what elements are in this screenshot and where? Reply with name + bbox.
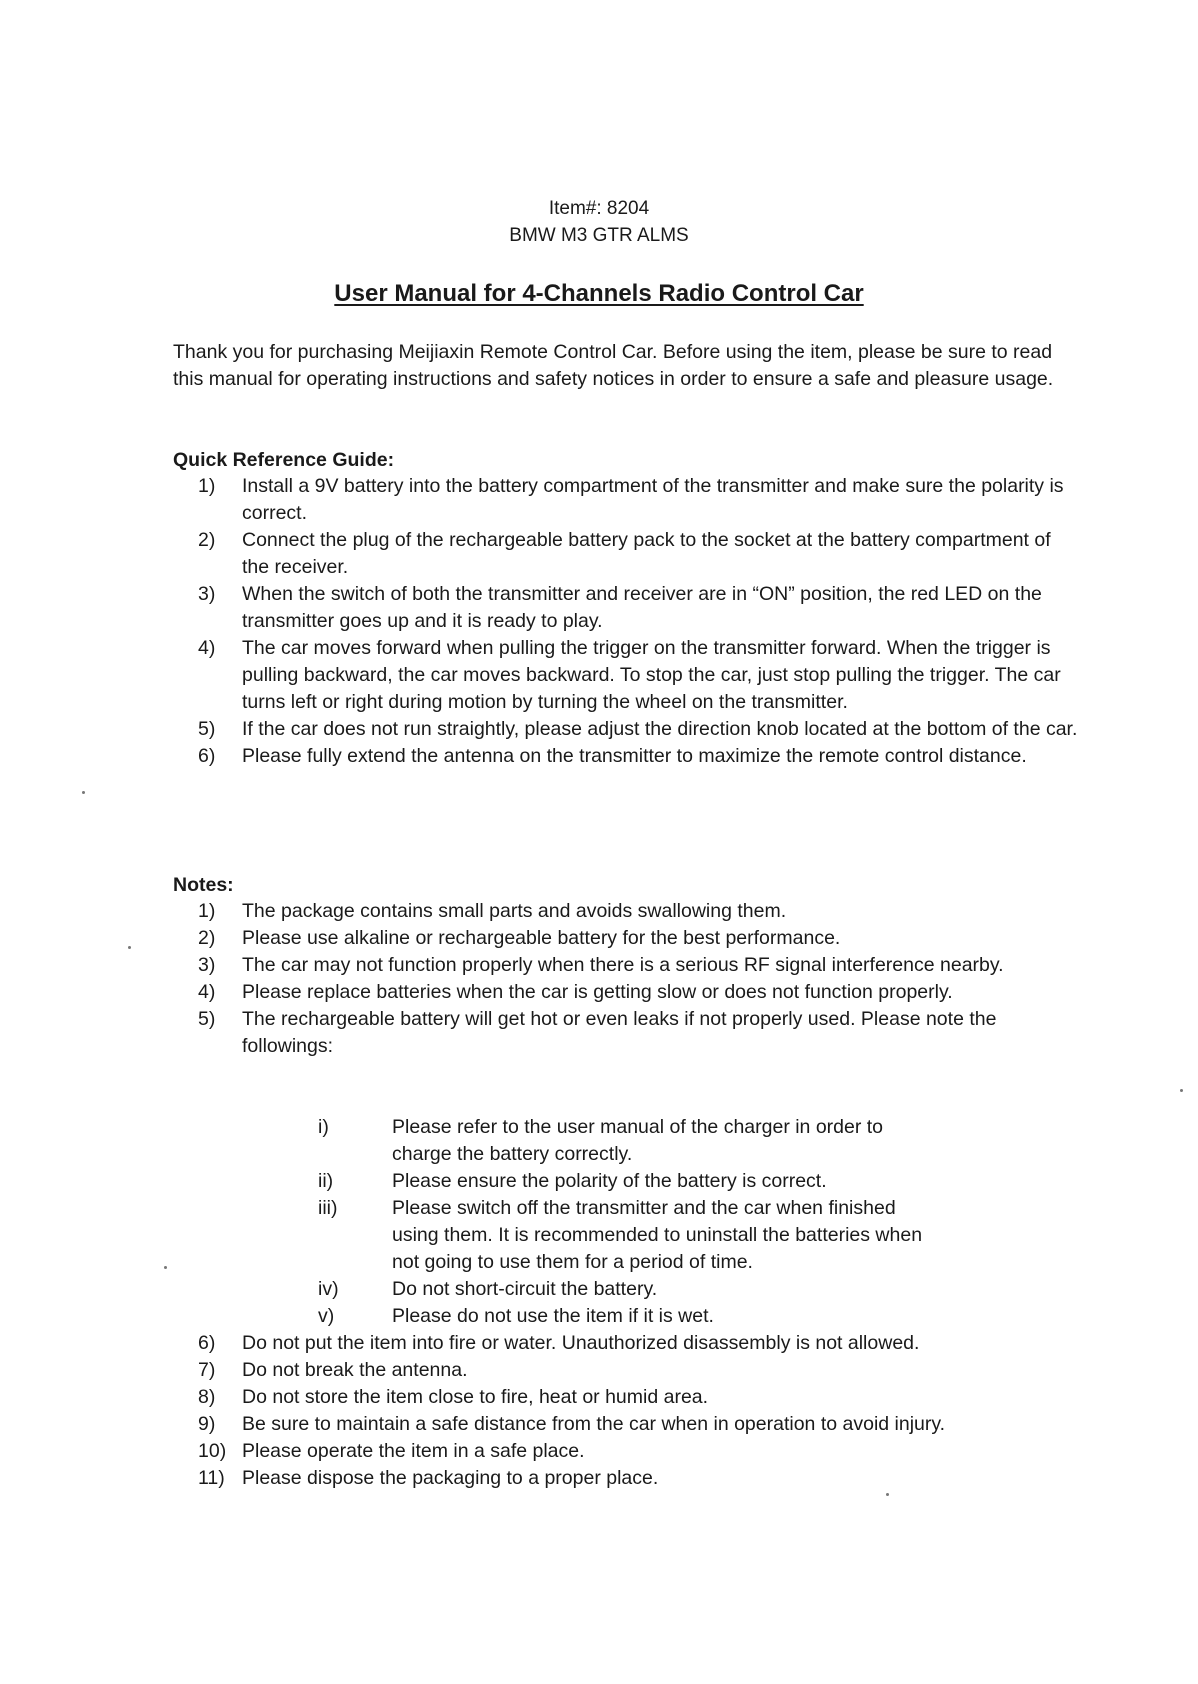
list-item-text: The rechargeable battery will get hot or even leaks if not properly used. Please note the followings:	[242, 1008, 997, 1057]
list-item-number: 3)	[198, 583, 216, 605]
sub-list-item-text: Do not short-circuit the battery.	[392, 1278, 658, 1300]
list-item-text: Please fully extend the antenna on the transmitter to maximize the remote control distance.	[242, 745, 1027, 767]
list-item	[198, 1357, 1078, 1384]
list-item-text: Be sure to maintain a safe distance from the car when in operation to avoid injury.	[242, 1413, 946, 1435]
sub-list-item-number: ii)	[318, 1170, 334, 1192]
list-item-number: 1)	[198, 900, 216, 922]
sub-list-item-text: Please ensure the polarity of the battery is correct.	[392, 1170, 827, 1192]
list-item	[198, 925, 1078, 952]
list-item-text: Do not put the item into fire or water. Unauthorized disassembly is not allowed.	[242, 1332, 920, 1354]
sub-list-item	[318, 1195, 938, 1276]
sub-list-item	[318, 1303, 938, 1330]
list-item-number: 3)	[198, 954, 216, 976]
list-item-number: 9)	[198, 1413, 216, 1435]
list-item-text: Please operate the item in a safe place.	[242, 1440, 585, 1462]
list-item-number: 6)	[198, 1332, 216, 1354]
scan-speck	[1180, 1089, 1183, 1092]
list-item	[198, 1411, 1078, 1438]
sub-list-item-number: iii)	[318, 1197, 338, 1219]
sub-list-item	[318, 1114, 938, 1168]
list-item	[198, 1384, 1078, 1411]
notes-list-continued	[198, 1330, 1078, 1492]
list-item-number: 5)	[198, 1008, 216, 1030]
sub-list-item-text: Please refer to the user manual of the charger in order to charge the battery correctly.	[392, 1116, 884, 1165]
sub-list-item	[318, 1168, 938, 1195]
list-item-text: Please use alkaline or rechargeable battery for the best performance.	[242, 927, 841, 949]
sub-list-item-number: i)	[318, 1116, 329, 1138]
item-number: Item#: 8204	[548, 198, 650, 219]
quick-reference-heading: Quick Reference Guide:	[173, 449, 395, 471]
list-item	[198, 1465, 1078, 1492]
list-item-text: Do not break the antenna.	[242, 1359, 468, 1381]
list-item-number: 10)	[198, 1440, 227, 1462]
list-item-text: The car moves forward when pulling the trigger on the transmitter forward. When the trigger is pulling backward, the car moves backward. To stop the car, just stop pulling the trigger. The car turns left or right during motion by turning the wheel on the transmitter.	[242, 637, 1061, 713]
list-item	[198, 898, 1078, 925]
list-item-number: 7)	[198, 1359, 216, 1381]
list-item-text: The package contains small parts and avoids swallowing them.	[242, 900, 787, 922]
list-item-text: Please dispose the packaging to a proper place.	[242, 1467, 659, 1489]
list-item	[198, 473, 1078, 527]
list-item-number: 8)	[198, 1386, 216, 1408]
scan-speck	[82, 791, 85, 794]
list-item-text: Install a 9V battery into the battery compartment of the transmitter and make sure the polarity is correct.	[242, 475, 1064, 524]
sub-list-wrapper	[198, 1114, 1078, 1330]
list-item-number: 11)	[198, 1467, 225, 1489]
list-item-number: 6)	[198, 745, 216, 767]
notes-list	[198, 898, 1078, 1060]
list-item	[198, 635, 1078, 716]
list-item	[198, 1006, 1078, 1060]
list-item-text: Please replace batteries when the car is getting slow or does not function properly.	[242, 981, 953, 1003]
list-item	[198, 581, 1078, 635]
intro-paragraph: Thank you for purchasing Meijiaxin Remote Control Car. Before using the item, please be sure to read this manual for operating instructions and safety notices in order to ensure a safe and pleasure usage.	[173, 341, 1054, 390]
list-item-text: When the switch of both the transmitter and receiver are in “ON” position, the red LED on the transmitter goes up and it is ready to play.	[242, 583, 1042, 632]
sub-list-item-text: Please switch off the transmitter and the car when finished using them. It is recommended to uninstall the batteries when not going to use them for a period of time.	[392, 1197, 923, 1273]
list-item-number: 4)	[198, 637, 216, 659]
list-item-text: If the car does not run straightly, please adjust the direction knob located at the bottom of the car.	[242, 718, 1078, 740]
notes-heading: Notes:	[173, 874, 234, 896]
sub-list-item	[318, 1276, 938, 1303]
sub-list-item-number: iv)	[318, 1278, 339, 1300]
scan-speck	[886, 1493, 889, 1496]
list-item-number: 5)	[198, 718, 216, 740]
page-title: User Manual for 4-Channels Radio Control Car	[334, 280, 864, 307]
list-item-number: 4)	[198, 981, 216, 1003]
list-item-number: 2)	[198, 927, 216, 949]
list-item-text: The car may not function properly when there is a serious RF signal interference nearby.	[242, 954, 1004, 976]
list-item	[198, 716, 1078, 743]
list-item-number: 2)	[198, 529, 216, 551]
list-item-number: 1)	[198, 475, 216, 497]
list-item	[198, 952, 1078, 979]
list-item	[198, 1438, 1078, 1465]
sub-list-item-text: Please do not use the item if it is wet.	[392, 1305, 714, 1327]
list-item-text: Connect the plug of the rechargeable battery pack to the socket at the battery compartment of the receiver.	[242, 529, 1051, 578]
sub-list-item-number: v)	[318, 1305, 335, 1327]
list-item	[198, 979, 1078, 1006]
battery-sub-list	[198, 1114, 1078, 1330]
scan-speck	[164, 1266, 167, 1269]
list-item	[198, 527, 1078, 581]
list-item	[198, 1330, 1078, 1357]
list-item	[198, 743, 1078, 770]
model-name: BMW M3 GTR ALMS	[509, 225, 689, 246]
sub-list	[318, 1114, 938, 1330]
scan-speck	[128, 946, 131, 949]
quick-reference-list	[198, 473, 1078, 770]
list-item-text: Do not store the item close to fire, heat or humid area.	[242, 1386, 709, 1408]
